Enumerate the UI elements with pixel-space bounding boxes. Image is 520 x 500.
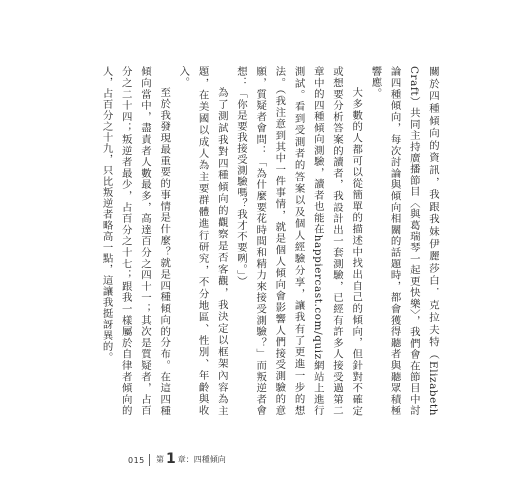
- footer-divider: [149, 454, 150, 466]
- body-text: [77, 66, 442, 416]
- page-number: 015: [128, 456, 145, 465]
- paragraph: 關於四種傾向的資訊，我跟我妹伊麗莎白．克拉夫特（Elizabeth Craft）共同主持廣播節目〈與葛瑞琴一起更快樂〉，我們會在節目中討論四種傾向，每次討論與傾向相關的話題時，都會獲得聽者與聽眾積極響應。: [369, 66, 439, 416]
- paragraph: 至於我發現最重要的事情是什麼？就是四種傾向的分布。在這四種傾向當中，盡責者人數最多，高達百分之四十一；其次是質疑者，占百分之二十四；叛逆者最少，占百分之十七；跟我一樣屬於自律者傾向的人，占百分之十九，只比叛逆者略高一點，這讓我挺訝異的。: [100, 66, 171, 416]
- page-footer: [0, 450, 520, 474]
- chapter-label: [156, 452, 226, 466]
- chapter-prefix: 第: [156, 454, 164, 464]
- chapter-number: 1: [166, 451, 176, 467]
- paragraph: 為了測試我對四種傾向的觀察是否客觀，我決定以框架內容為主題，在美國以成人為主要群體進行研究，不分地區、性別、年齡與收入。: [177, 66, 228, 416]
- paragraph: 大多數的人都可以從簡單的描述中找出自己的傾向，但針對不確定或想要分析答案的讀者，我設計出一套測驗，已經有許多人接受過第二章中的四種傾向測驗，讀者也能在happiercast.com/quiz網站上進行測試。看到受測者的答案以及個人經驗分享，讓我有了更進一步的想法。（我注意到其中一件事情，就是個人傾向會影響人們接受測驗的意願，質疑者會問：「為什麼要花時間和精力來接受測驗？」而叛逆者會想：「你是要我接受測驗嗎？我才不要咧。」）: [234, 66, 363, 416]
- chapter-title: 章：四種傾向: [177, 454, 226, 464]
